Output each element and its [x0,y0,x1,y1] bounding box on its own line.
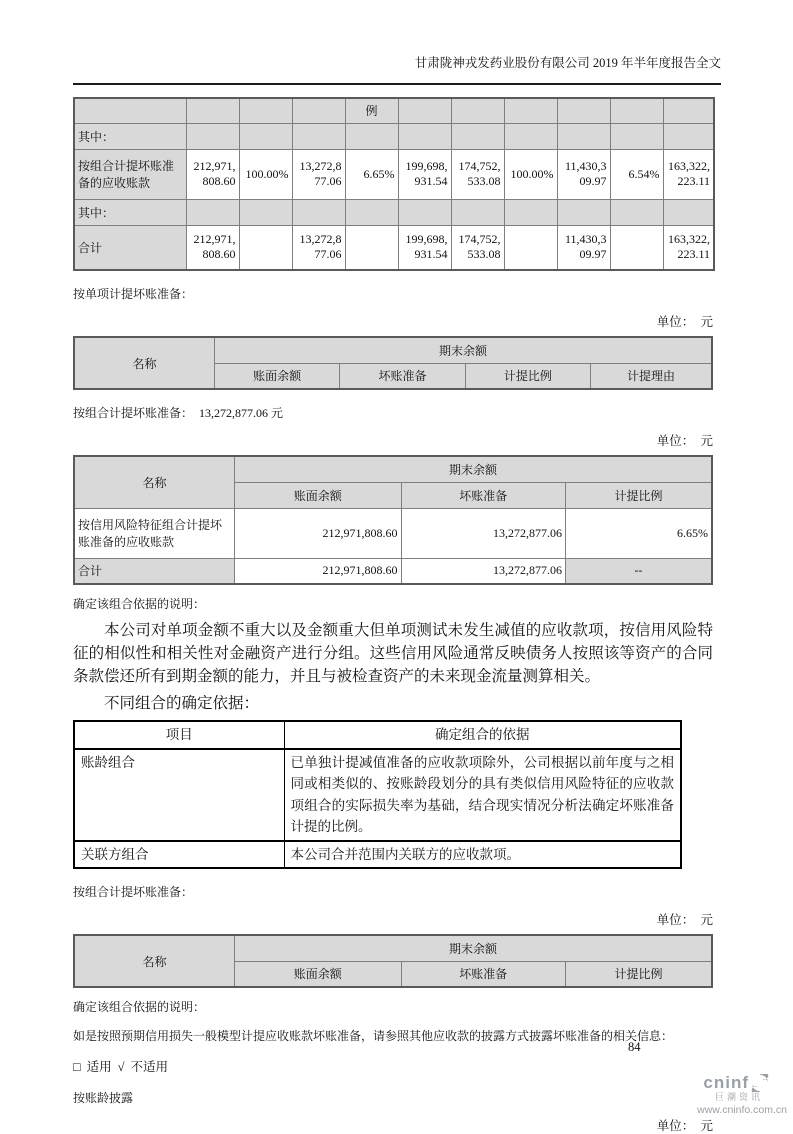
table-row-among-1 [74,123,714,149]
cell-value [239,225,292,270]
cell-row-label: 按组合计提坏账准备的应收账款 [74,149,186,199]
cell-value: 100.00% [504,149,557,199]
report-header-title: 甘肃陇神戎发药业股份有限公司 2019 年半年度报告全文 [73,0,721,85]
note-basis-explanation: 确定该组合依据的说明： [73,597,206,611]
group-basis-table [73,720,682,869]
cell-empty [610,98,663,123]
caption-group-provision: 按组合计提坏账准备： [73,885,194,899]
applicable-label: 适用 [86,1060,112,1074]
cell-ratio-dash: -- [566,558,713,584]
not-applicable-label: 不适用 [130,1060,168,1074]
unit-label: 单位： 元 [656,913,713,927]
unit-label: 单位： 元 [656,434,713,448]
cell-empty [292,98,345,123]
cell-balance: 212,971,808.60 [234,508,401,558]
table-header-row [74,935,712,961]
column-header-ratio: 计提比例 [465,363,590,389]
table-row-total [74,558,712,584]
cninfo-swirl-icon [751,1074,769,1092]
table-row-aging-group [74,749,681,841]
column-header-name: 名称 [74,935,234,987]
table-row-total [74,225,714,270]
cell-empty [451,98,504,123]
caption-group-label: 按组合计提坏账准备： [73,406,194,420]
table-row-related-party-group [74,841,681,869]
cell-provision: 13,272,877.06 [401,508,566,558]
cell-value: 174,752,533.08 [451,225,504,270]
column-header-name: 名称 [74,456,234,508]
unit-label: 单位： 元 [656,315,713,329]
cell-basis: 已单独计提减值准备的应收款项除外，公司根据以前年度与之相同或相类似的、按账龄段划分的具有类似信用风险特征的应收款项组合的实际损失率为基础，结合现实情况分析法确定坏账准备计提的比例。 [284,749,681,841]
cell-value: 212,971,808.60 [186,149,239,199]
table-row-group-provision [74,149,714,199]
single-item-provision-table [73,336,713,390]
applicability-line [73,1057,713,1075]
cell-provision: 13,272,877.06 [401,558,566,584]
cell-basis: 本公司合并范围内关联方的应收款项。 [284,841,681,869]
table-row-among-2 [74,199,714,225]
caption-aging-disclosure: 按账龄披露 [73,1091,134,1105]
note-basis-explanation: 确定该组合依据的说明： [73,1000,206,1014]
cell-among-label: 其中： [74,199,186,225]
cell-empty [557,98,610,123]
cell-value: 11,430,309.97 [557,225,610,270]
cell-value: 13,272,877.06 [292,149,345,199]
cell-empty [398,98,451,123]
cell-empty [186,98,239,123]
cell-partial-header: 例 [345,98,398,123]
cell-empty [74,98,186,123]
checkbox-unchecked-icon: □ [73,1060,81,1074]
column-header-item: 项目 [74,721,284,749]
cell-ratio: 6.65% [566,508,713,558]
page-number: 84 [628,1040,641,1054]
cell-value: 199,698,931.54 [398,149,451,199]
portfolio-provision-header-table [73,934,713,988]
column-header-provision: 坏账准备 [340,363,465,389]
cell-value: 163,322,223.11 [663,149,714,199]
column-header-basis: 确定组合的依据 [284,721,681,749]
cninfo-logo [697,1074,787,1116]
cell-value [504,225,557,270]
caption-single-provision: 按单项计提坏账准备： [73,287,194,301]
unit-label: 单位： 元 [656,1119,713,1133]
subheading-different-groups: 不同组合的确定依据： [104,695,260,712]
expected-credit-loss-note: 如是按照预期信用损失一般模型计提应收账款坏账准备，请参照其他应收款的披露方式披露坏账准备的相关信息： [73,1029,674,1043]
cninfo-chinese-name: 巨潮资讯 [714,1091,763,1102]
column-header-ratio: 计提比例 [566,482,713,508]
cell-row-name: 按信用风险特征组合计提坏账准备的应收账款 [74,508,234,558]
cell-empty [239,98,292,123]
cell-value: 100.00% [239,149,292,199]
column-header-balance: 账面余额 [234,482,401,508]
cell-value: 11,430,309.97 [557,149,610,199]
cell-value [345,225,398,270]
cell-empty [504,98,557,123]
provision-summary-table [73,97,715,271]
cell-balance: 212,971,808.60 [234,558,401,584]
cninfo-brand-text: cninf [703,1073,749,1092]
table-header-row [74,721,681,749]
cell-value: 163,322,223.11 [663,225,714,270]
column-header-balance: 账面余额 [214,363,339,389]
column-header-provision: 坏账准备 [401,482,566,508]
cell-value: 199,698,931.54 [398,225,451,270]
column-header-name: 名称 [74,337,214,389]
cell-value: 174,752,533.08 [451,149,504,199]
caption-group-provision-amount [73,404,713,421]
page-content [73,97,713,1134]
column-header-provision: 坏账准备 [401,961,566,987]
table-header-row [74,337,712,363]
column-header-period: 期末余额 [234,456,712,482]
cell-among-label: 其中： [74,123,186,149]
cell-value: 13,272,877.06 [292,225,345,270]
caption-group-amount: 13,272,877.06 元 [199,406,284,420]
column-header-ratio: 计提比例 [566,961,713,987]
cninfo-url: www.cninfo.com.cn [697,1103,787,1116]
cell-item: 关联方组合 [74,841,284,869]
table-row-partial-header [74,98,714,123]
cell-total-label: 合计 [74,225,186,270]
grouping-explanation-paragraph: 本公司对单项金额不重大以及金额重大但单项测试未发生减值的应收款项，按信用风险特征的相似性和相关性对金融资产进行分组。这些信用风险通常反映债务人按照该等资产的合同条款偿还所有到期金额的能力，并且与被检查资产的未来现金流量测算相关。 [73,622,713,685]
column-header-balance: 账面余额 [234,961,401,987]
cninfo-brand-row [697,1074,769,1093]
column-header-reason: 计提理由 [591,363,712,389]
column-header-period: 期末余额 [234,935,712,961]
cell-value: 6.65% [345,149,398,199]
cell-empty [663,98,714,123]
cell-value: 212,971,808.60 [186,225,239,270]
cell-value: 6.54% [610,149,663,199]
cell-value [610,225,663,270]
table-row-credit-risk-group [74,508,712,558]
cell-total-label: 合计 [74,558,234,584]
column-header-period: 期末余额 [214,337,712,363]
table-header-row [74,456,712,482]
cell-item: 账龄组合 [74,749,284,841]
portfolio-provision-table [73,455,713,585]
check-icon: √ [117,1060,125,1074]
